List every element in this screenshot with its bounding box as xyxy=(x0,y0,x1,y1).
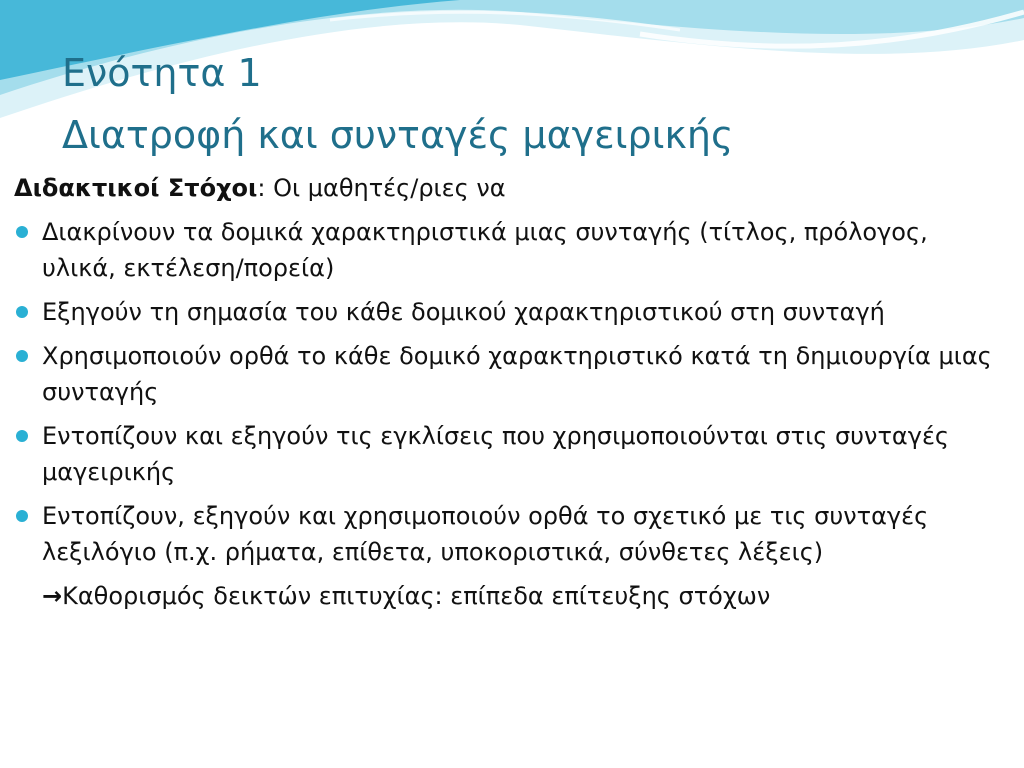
slide-body xyxy=(14,170,1004,614)
objective-text: Εντοπίζουν και εξηγούν τις εγκλίσεις που χρησιμοποιούνται στις συνταγές μαγειρικής xyxy=(42,422,949,486)
bullet-dot-icon xyxy=(16,350,28,362)
objective-item xyxy=(14,338,1004,410)
success-criteria-text: Καθορισμός δεικτών επιτυχίας: επίπεδα επίτευξης στόχων xyxy=(62,582,771,610)
objectives-list xyxy=(14,214,1004,570)
slide-title xyxy=(62,42,733,166)
objective-item xyxy=(14,294,1004,330)
objective-item xyxy=(14,498,1004,570)
bullet-dot-icon xyxy=(16,510,28,522)
objective-item xyxy=(14,214,1004,286)
bullet-dot-icon xyxy=(16,306,28,318)
objectives-intro-label: Διδακτικοί Στόχοι xyxy=(14,174,258,202)
success-criteria-line xyxy=(14,578,1004,614)
objective-text: Εντοπίζουν, εξηγούν και χρησιμοποιούν ορθά το σχετικό με τις συνταγές λεξιλόγιο (π.χ. ρήματα, επίθετα, υποκοριστικά, σύνθετες λέξεις) xyxy=(42,502,929,566)
objective-text: Χρησιμοποιούν ορθά το κάθε δομικό χαρακτηριστικό κατά τη δημιουργία μιας συνταγής xyxy=(42,342,992,406)
objective-text: Εξηγούν τη σημασία του κάθε δομικού χαρακτηριστικού στη συνταγή xyxy=(42,298,885,326)
arrow-right-icon: → xyxy=(42,582,63,610)
objective-item xyxy=(14,418,1004,490)
objective-text: Διακρίνουν τα δομικά χαρακτηριστικά μιας συνταγής (τίτλος, πρόλογος, υλικά, εκτέλεση/πορεία) xyxy=(42,218,928,282)
objectives-intro xyxy=(14,170,1004,206)
title-line-2: Διατροφή και συνταγές μαγειρικής xyxy=(62,113,734,157)
bullet-dot-icon xyxy=(16,430,28,442)
bullet-dot-icon xyxy=(16,226,28,238)
objectives-intro-text: : Οι μαθητές/ριες να xyxy=(257,174,506,202)
title-line-1: Ενότητα 1 xyxy=(62,51,262,95)
